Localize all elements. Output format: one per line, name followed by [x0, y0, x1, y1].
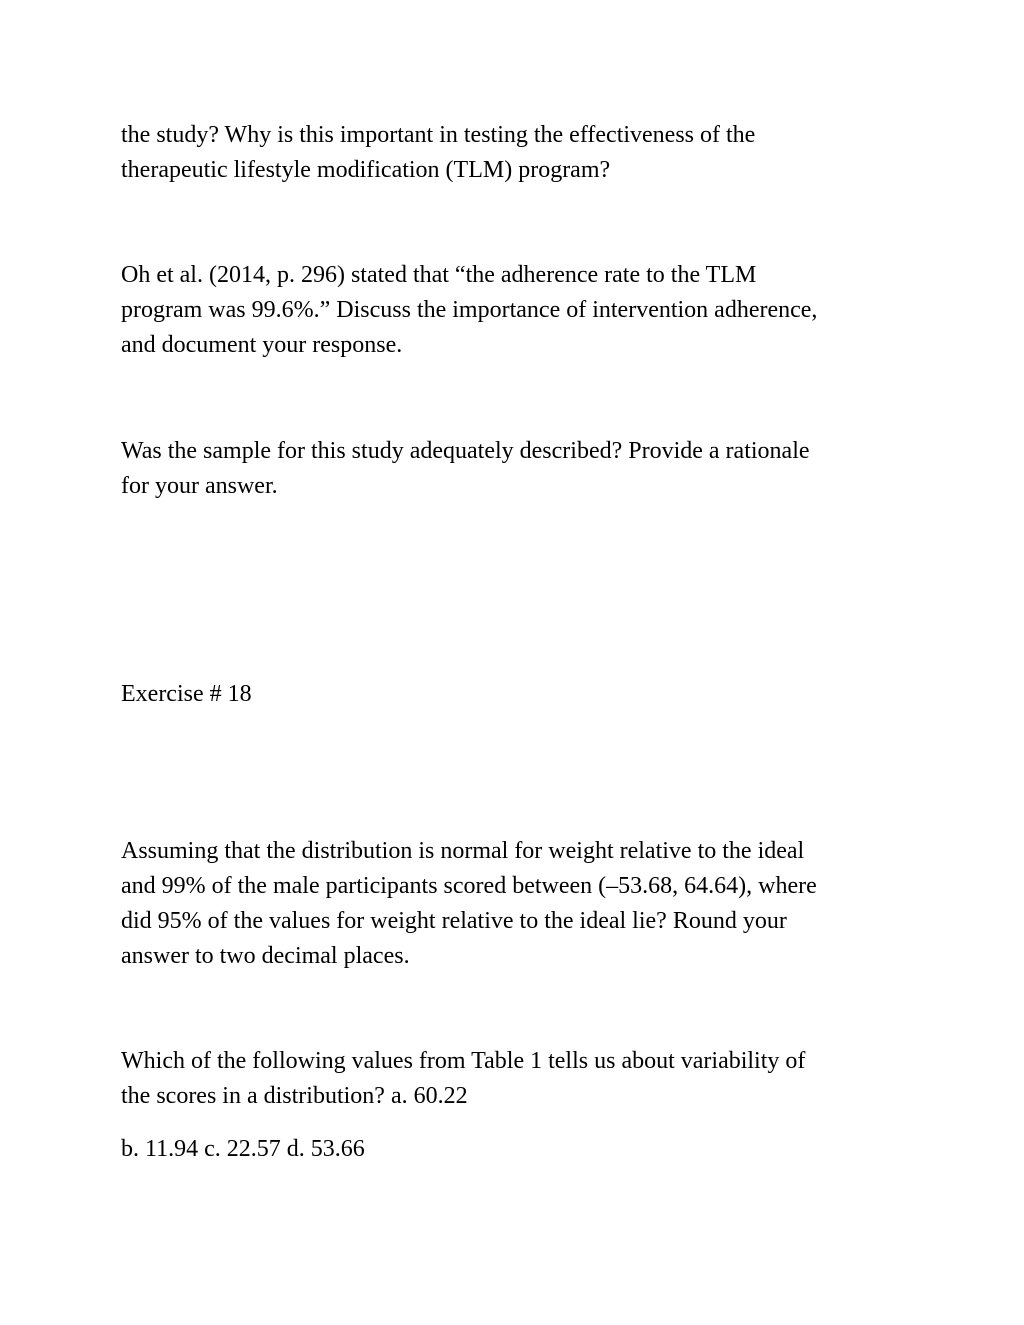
text-line: therapeutic lifestyle modification (TLM) program? [121, 157, 611, 183]
question-sample-description [121, 434, 911, 504]
text-line: the scores in a distribution? a. 60.22 [121, 1083, 468, 1109]
text-line: for your answer. [121, 473, 278, 499]
question-intervention-adherence [121, 258, 911, 363]
text-line: Exercise # 18 [121, 681, 252, 707]
text-line: b. 11.94 c. 22.57 d. 53.66 [121, 1136, 365, 1162]
text-line: and document your response. [121, 332, 403, 358]
text-line: answer to two decimal places. [121, 943, 410, 969]
exercise-heading [121, 677, 911, 712]
question-variability [121, 1044, 911, 1114]
text-line: the study? Why is this important in testing the effectiveness of the [121, 122, 756, 148]
text-line: Which of the following values from Table 1 tells us about variability of [121, 1048, 806, 1074]
question-normal-distribution [121, 834, 911, 974]
answer-options [121, 1132, 911, 1167]
text-line: did 95% of the values for weight relative to the ideal lie? Round your [121, 908, 787, 934]
text-line: Was the sample for this study adequately described? Provide a rationale [121, 438, 810, 464]
text-line: and 99% of the male participants scored between (–53.68, 64.64), where [121, 873, 817, 899]
text-line: Assuming that the distribution is normal for weight relative to the ideal [121, 838, 805, 864]
text-line: Oh et al. (2014, p. 296) stated that “the adherence rate to the TLM [121, 262, 757, 288]
question-tlm-effectiveness [121, 118, 911, 188]
text-line: program was 99.6%.” Discuss the importance of intervention adherence, [121, 297, 818, 323]
